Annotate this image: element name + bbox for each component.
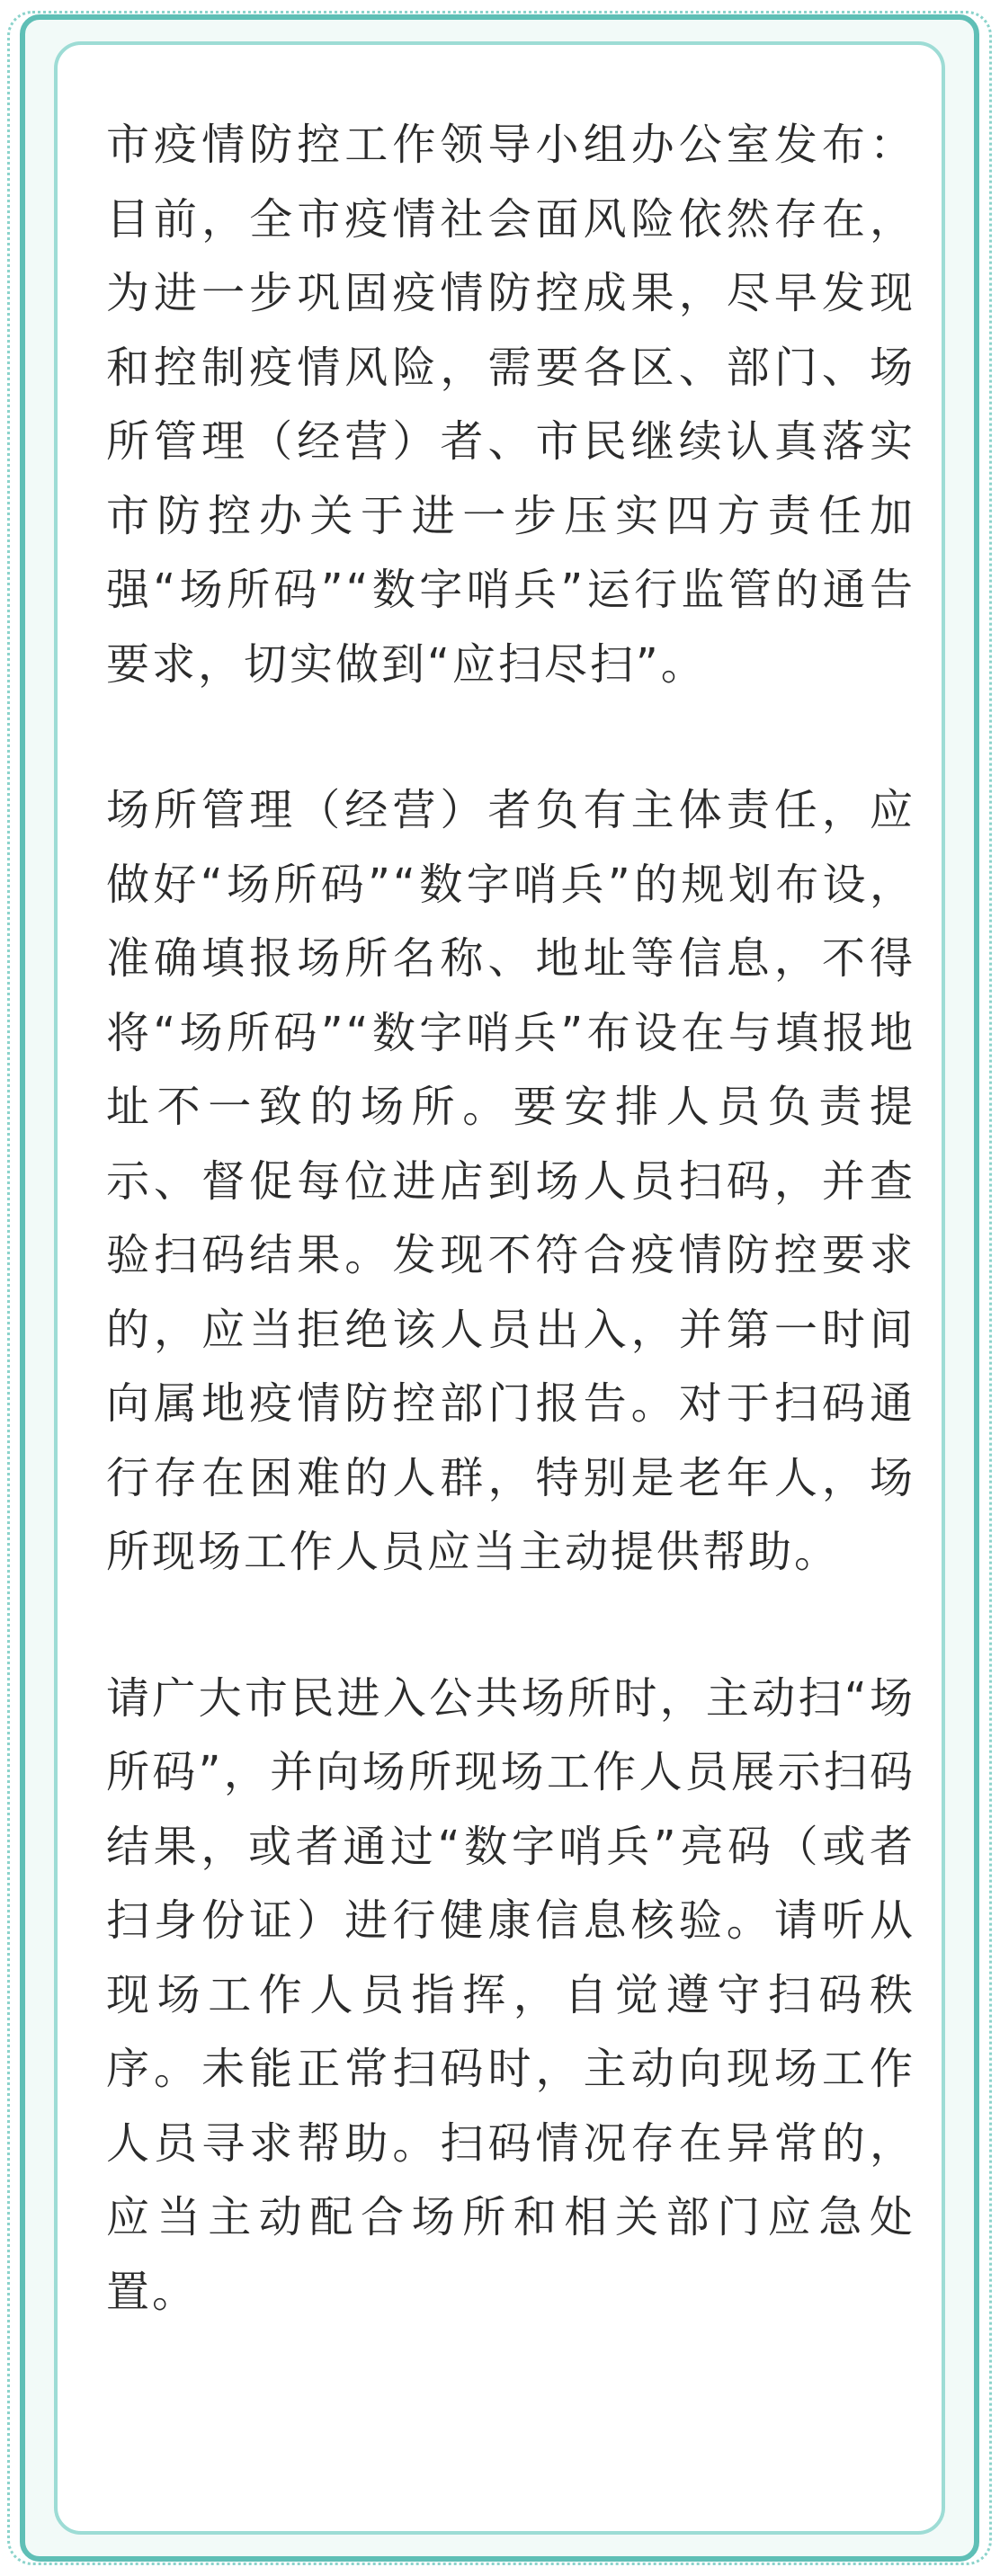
notice-paragraph-3: 请广大市民进入公共场所时，主动扫“场所码”，并向场所现场工作人员展示扫码结果，或者通过“数字哨兵”亮码（或者扫身份证）进行健康信息核验。请听从现场工作人员指挥，自觉遵守扫码秩序。未能正常扫码时，主动向现场工作人员寻求帮助。扫码情况存在异常的，应当主动配合场所和相关部门应急处置。 — [106, 1672, 915, 2317]
outer-frame — [20, 14, 979, 2562]
notice-content — [106, 108, 915, 2329]
notice-paragraph-2: 场所管理（经营）者负有主体责任，应做好“场所码”“数字哨兵”的规划布设，准确填报场所名称、地址等信息，不得将“场所码”“数字哨兵”布设在与填报地址不一致的场所。要安排人员负责提示、督促每位进店到场人员扫码，并查验扫码结果。发现不符合疫情防控要求的，应当拒绝该人员出入，并第一时间向属地疫情防控部门报告。对于扫码通行存在困难的人群，特别是老年人，场所现场工作人员应当主动提供帮助。 — [106, 785, 915, 1577]
notice-panel — [54, 41, 945, 2535]
notice-paragraph-1: 市疫情防控工作领导小组办公室发布：目前，全市疫情社会面风险依然存在，为进一步巩固疫情防控成果，尽早发现和控制疫情风险，需要各区、部门、场所管理（经营）者、市民继续认真落实市防控办关于进一步压实四方责任加强“场所码”“数字哨兵”运行监管的通告要求，切实做到“应扫尽扫”。 — [106, 120, 915, 690]
